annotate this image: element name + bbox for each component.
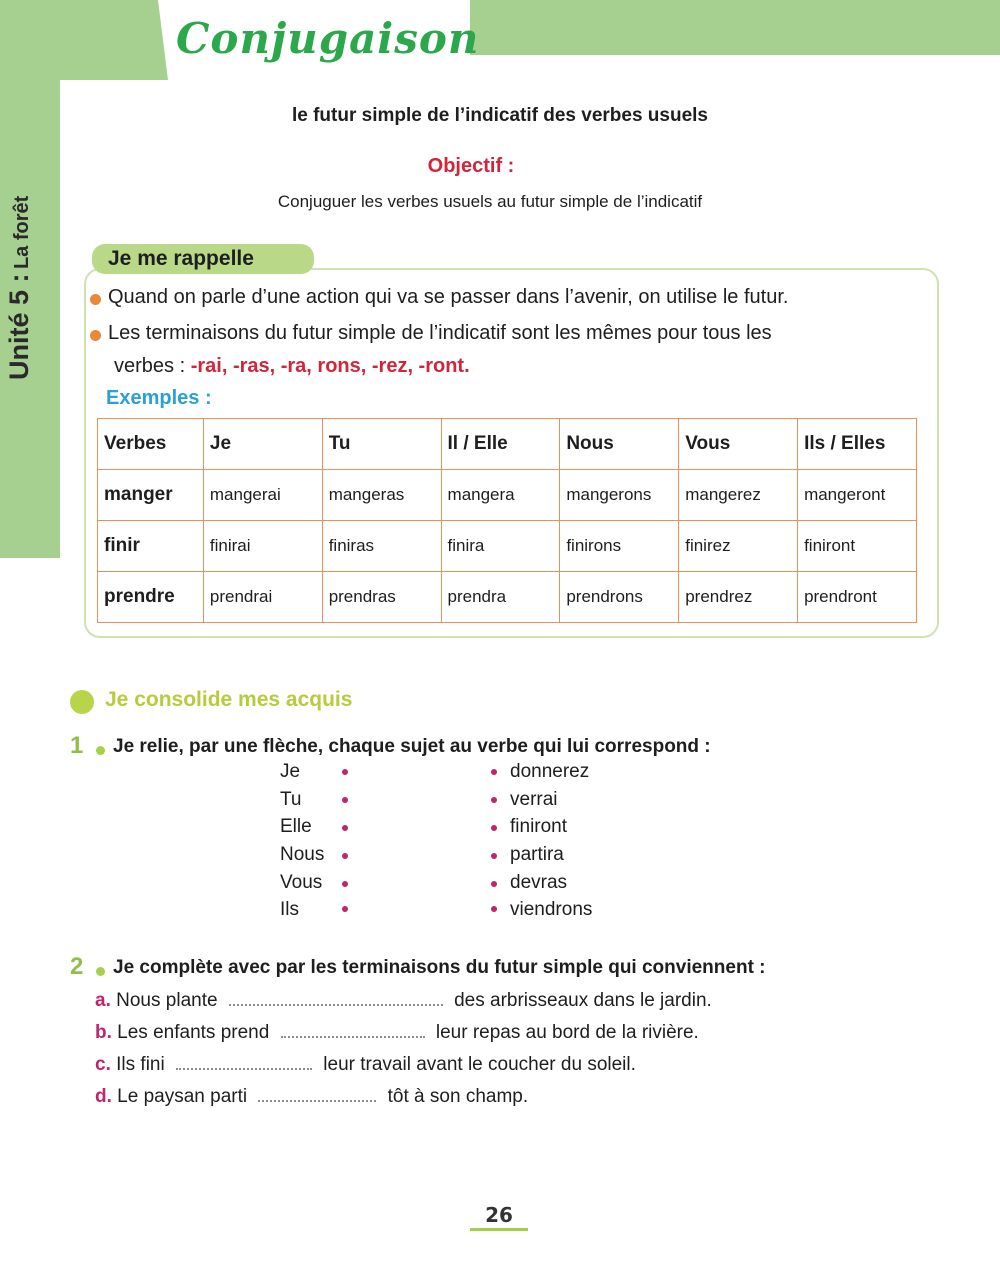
header-band-right [470, 0, 1000, 55]
objective-heading: Objectif : [427, 155, 515, 177]
table-cell: finirez [679, 521, 798, 572]
bullet-icon [90, 294, 101, 305]
verb-item: donnerez [510, 761, 590, 782]
conjugation-table [97, 418, 917, 623]
bullet-icon [96, 967, 105, 976]
item-text-after: leur travail avant le coucher du soleil. [323, 1054, 636, 1075]
table-cell: finirai [203, 521, 322, 572]
match-dot-right[interactable] [491, 906, 497, 912]
table-header: Il / Elle [441, 419, 560, 470]
exercise-2-number: 2 [70, 953, 84, 980]
verb-item: verrai [510, 789, 558, 810]
fill-item-c [95, 1054, 636, 1076]
match-dot-left[interactable] [342, 881, 348, 887]
match-dot-left[interactable] [342, 797, 348, 803]
subject-item: Nous [280, 844, 325, 865]
item-text-after: leur repas au bord de la rivière. [435, 1022, 699, 1043]
exercise-1-number: 1 [70, 732, 84, 759]
table-cell: mangeront [798, 470, 917, 521]
exercise-2-instruction: Je complète avec par les terminaisons du futur simple qui conviennent : [113, 957, 766, 978]
match-dot-left[interactable] [342, 853, 348, 859]
unit-theme: La forêt [11, 195, 33, 270]
table-cell: mangerez [679, 470, 798, 521]
fill-item-a [95, 990, 712, 1012]
table-cell: finiras [322, 521, 441, 572]
verb-item: partira [510, 844, 564, 865]
table-cell: mangerons [560, 470, 679, 521]
table-cell: finiront [798, 521, 917, 572]
unit-number: Unité 5 : [4, 273, 34, 380]
rappel-point-2-line2 [114, 355, 470, 378]
bullet-icon [90, 330, 101, 341]
table-header: Verbes [98, 419, 204, 470]
table-header: Tu [322, 419, 441, 470]
table-header: Vous [679, 419, 798, 470]
fill-item-d [95, 1086, 528, 1108]
subject-item: Je [280, 761, 301, 782]
table-header: Ils / Elles [798, 419, 917, 470]
table-row [98, 572, 917, 623]
table-cell: prendras [322, 572, 441, 623]
match-dot-right[interactable] [491, 797, 497, 803]
bullet-icon [96, 746, 105, 755]
verb-item: finiront [510, 816, 568, 837]
table-header: Nous [560, 419, 679, 470]
match-dot-right[interactable] [491, 825, 497, 831]
item-letter: b. [95, 1022, 112, 1043]
exercise-1-instruction: Je relie, par une flèche, chaque sujet au verbe qui lui correspond : [113, 736, 711, 757]
item-text-before: Le paysan parti [117, 1086, 248, 1107]
item-text-after: des arbrisseaux dans le jardin. [454, 990, 712, 1011]
table-cell: finira [441, 521, 560, 572]
table-cell: prendrons [560, 572, 679, 623]
examples-label: Exemples : [106, 387, 212, 409]
item-text-before: Les enfants prend [117, 1022, 270, 1043]
lesson-subtitle: le futur simple de l’indicatif des verbes usuels [291, 105, 708, 126]
item-letter: c. [95, 1054, 111, 1075]
blank-field[interactable] [281, 1022, 425, 1038]
subject-item: Ils [280, 899, 299, 920]
objective-text: Conjuguer les verbes usuels au futur simple de l’indicatif [277, 192, 703, 211]
match-dot-right[interactable] [491, 769, 497, 775]
table-cell: finirons [560, 521, 679, 572]
subject-item: Vous [280, 872, 323, 893]
table-cell: manger [98, 470, 204, 521]
table-cell: prendront [798, 572, 917, 623]
consolidation-heading: Je consolide mes acquis [105, 688, 353, 711]
table-cell: finir [98, 521, 204, 572]
subject-item: Tu [280, 789, 302, 810]
table-header: Je [203, 419, 322, 470]
match-dot-left[interactable] [342, 906, 348, 912]
unit-label [4, 196, 35, 380]
page-title: Conjugaison [176, 14, 480, 63]
table-cell: prendra [441, 572, 560, 623]
item-letter: a. [95, 990, 111, 1011]
table-cell: mangera [441, 470, 560, 521]
table-header-row [98, 419, 917, 470]
item-text-before: Nous plante [116, 990, 218, 1011]
table-cell: prendre [98, 572, 204, 623]
match-dot-left[interactable] [342, 825, 348, 831]
rappel-point-2-prefix: verbes : [114, 355, 191, 377]
section-dot-icon [70, 690, 94, 714]
fill-item-b [95, 1022, 699, 1044]
table-cell: prendrez [679, 572, 798, 623]
rappel-point-1: Quand on parle d’une action qui va se passer dans l’avenir, on utilise le futur. [108, 286, 789, 308]
subject-item: Elle [280, 816, 312, 837]
blank-field[interactable] [176, 1054, 312, 1070]
verb-item: devras [510, 872, 568, 893]
table-cell: mangeras [322, 470, 441, 521]
table-row [98, 470, 917, 521]
header-tab-shape [0, 0, 168, 80]
page-number: 26 [485, 1203, 513, 1227]
match-dot-right[interactable] [491, 853, 497, 859]
item-text-before: Ils fini [116, 1054, 165, 1075]
rappel-point-2-line1: Les terminaisons du futur simple de l’indicatif sont les mêmes pour tous les [108, 322, 772, 344]
item-text-after: tôt à son champ. [387, 1086, 529, 1107]
rappel-tab: Je me rappelle [92, 244, 314, 274]
table-cell: mangerai [203, 470, 322, 521]
match-dot-right[interactable] [491, 881, 497, 887]
page-number-underline [470, 1228, 528, 1231]
table-cell: prendrai [203, 572, 322, 623]
blank-field[interactable] [258, 1086, 376, 1102]
table-row [98, 521, 917, 572]
item-letter: d. [95, 1086, 112, 1107]
endings-list: -rai, -ras, -ra, rons, -rez, -ront. [190, 355, 470, 377]
match-dot-left[interactable] [342, 769, 348, 775]
verb-item: viendrons [510, 899, 593, 920]
blank-field[interactable] [229, 990, 443, 1006]
